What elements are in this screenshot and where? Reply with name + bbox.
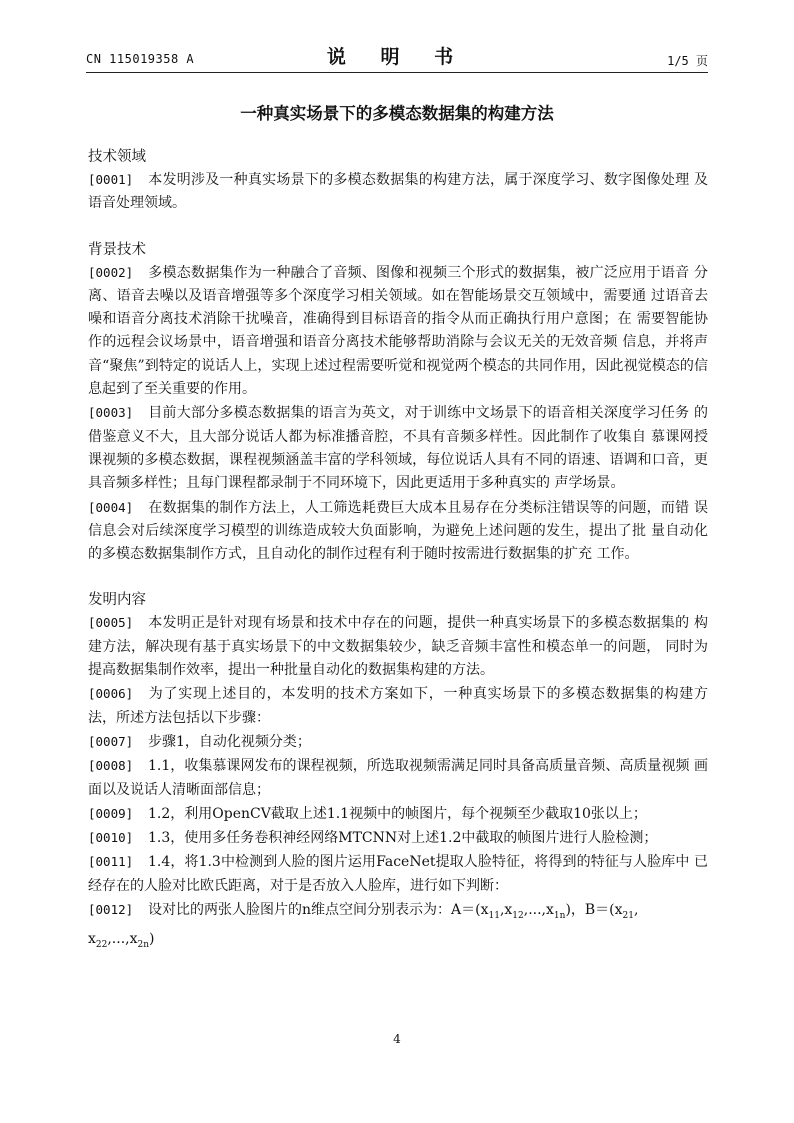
- paragraph-number: [0010]: [88, 830, 134, 846]
- paragraph-text: 1.2，利用OpenCV截取上述1.1视频中的帧图片，每个视频至少截取10张以上；: [148, 805, 647, 822]
- paragraph-number: [0002]: [88, 264, 134, 280]
- subscript: 1n: [553, 910, 566, 921]
- section-heading: 背景技术: [88, 241, 146, 258]
- paragraph: [88, 682, 708, 730]
- subscript: 22: [95, 939, 108, 950]
- paragraph-text: 1.4，将1.3中检测到人脸的图片运用FaceNet提取人脸特征，将得到的特征与人脸库中 已经存在的人脸对比欧氏距离，对于是否放入人脸库，进行如下判断：: [88, 854, 708, 894]
- formula-text: x: [88, 931, 96, 948]
- paragraph-number: [0012]: [88, 902, 134, 918]
- patent-number: CN 115019358 A: [86, 52, 195, 66]
- paragraph-number: [0001]: [88, 172, 134, 187]
- document-type: 说 明 书: [326, 46, 468, 68]
- paragraph-text: 多模态数据集作为一种融合了音频、图像和视频三个形式的数据集，被广泛应用于语音 分离、语音去噪以及语音增强等多个深度学习相关领域。如在智能场景交互领域中，需要通 过语音去噪和语音分离技术消除干扰噪音，准确得到目标语音的指令从而正确执行用户意图；在 需要智能协作的远程会议场景中，语音增强和语音分离技术能够帮助消除与会议无关的无效音频 信息，并将声音“聚焦”到特定的说话人上，实现上述过程需要听觉和视觉两个模态的共同作用，因此视觉模态的信息起到了至关重要的作用。: [88, 264, 708, 398]
- paragraph-number: [0003]: [88, 405, 134, 421]
- document-body: [88, 146, 708, 957]
- paragraph-number: [0008]: [88, 758, 134, 774]
- paragraph-number: [0007]: [88, 733, 134, 749]
- paragraph: [88, 802, 708, 826]
- formula-text: ,...,x: [523, 902, 554, 919]
- paragraph-text: 为了实现上述目的，本发明的技术方案如下，一种真实场景下的多模态数据集的构建方 法，所述方法包括以下步骤：: [88, 686, 708, 726]
- paragraph-text: 本发明涉及一种真实场景下的多模态数据集的构建方法，属于深度学习、数字图像处理 及语音处理领域。: [88, 172, 708, 212]
- paragraph: [88, 261, 708, 402]
- paragraph-number: [0006]: [88, 686, 134, 702]
- formula-paragraph: [88, 898, 708, 957]
- formula-text: ): [149, 931, 155, 948]
- paragraph-number: [0011]: [88, 854, 134, 870]
- subscript: 11: [488, 910, 500, 921]
- paragraph-text: 步骤1，自动化视频分类；: [148, 733, 311, 750]
- paragraph-text: 本发明正是针对现有场景和技术中存在的问题，提供一种真实场景下的多模态数据集的 构建方法，解决现有基于真实场景下的中文数据集较少，缺乏音频丰富性和模态单一的问题， 同时为提高数据集制作效率，提出一种批量自动化的数据集构建的方法。: [88, 615, 708, 679]
- paragraph-text: 在数据集的制作方法上，人工筛选耗费巨大成本且易存在分类标注错误等的问题，而错 误信息会对后续深度学习模型的训练造成较大负面影响，为避免上述问题的发生，提出了批 量自动化的多模态数据集制作方式，且自动化的制作过程有利于随时按需进行数据集的扩充 工作。: [88, 499, 708, 563]
- page-of: 1/5 页: [667, 54, 708, 68]
- subscript: 2n: [137, 939, 150, 950]
- paragraph-text: 目前大部分多模态数据集的语言为英文，对于训练中文场景下的语音相关深度学习任务 的借鉴意义不大，且大部分说话人都为标准播音腔，不具有音频多样性。因此制作了收集自 慕课网授课视频的多模态数据，课程视频涵盖丰富的学科领域，每位说话人具有不同的语速、语调和口音，更具音频多样性；且每门课程都录制于不同环境下，因此更适用于多种真实的 声学场景。: [88, 405, 708, 492]
- paragraph-number: [0009]: [88, 805, 134, 821]
- section-heading: 技术领域: [88, 149, 146, 165]
- subscript: 12: [512, 910, 524, 921]
- paragraph-text: 1.1，收集慕课网发布的课程视频，所选取视频需满足同时具备高质量音频、高质量视频 画面以及说话人清晰面部信息；: [88, 758, 708, 798]
- paragraph: [88, 826, 708, 850]
- document-title: 一种真实场景下的多模态数据集的构建方法: [240, 104, 554, 123]
- paragraph: [88, 754, 708, 802]
- formula-text: )，B＝(x: [565, 902, 623, 919]
- paragraph-number: [0004]: [88, 499, 134, 515]
- subscript: 21: [622, 910, 634, 921]
- paragraph: [88, 401, 708, 495]
- paragraph: [88, 730, 708, 754]
- paragraph: [88, 168, 708, 216]
- formula-text: ,...,x: [107, 931, 138, 948]
- paragraph: [88, 611, 708, 682]
- formula-text: 设对比的两张人脸图片的n维点空间分别表示为：A＝(x: [148, 902, 489, 919]
- paragraph-text: 1.3，使用多任务卷积神经网络MTCNN对上述1.2中截取的帧图片进行人脸检测；: [148, 830, 658, 847]
- formula-text: ,x: [499, 902, 513, 919]
- page-number: 4: [393, 1032, 401, 1046]
- paragraph-number: [0005]: [88, 615, 134, 631]
- header-divider: [86, 72, 708, 73]
- paragraph: [88, 850, 708, 898]
- section-heading: 发明内容: [88, 592, 146, 609]
- paragraph: [88, 496, 708, 567]
- formula-text: ,: [634, 902, 639, 919]
